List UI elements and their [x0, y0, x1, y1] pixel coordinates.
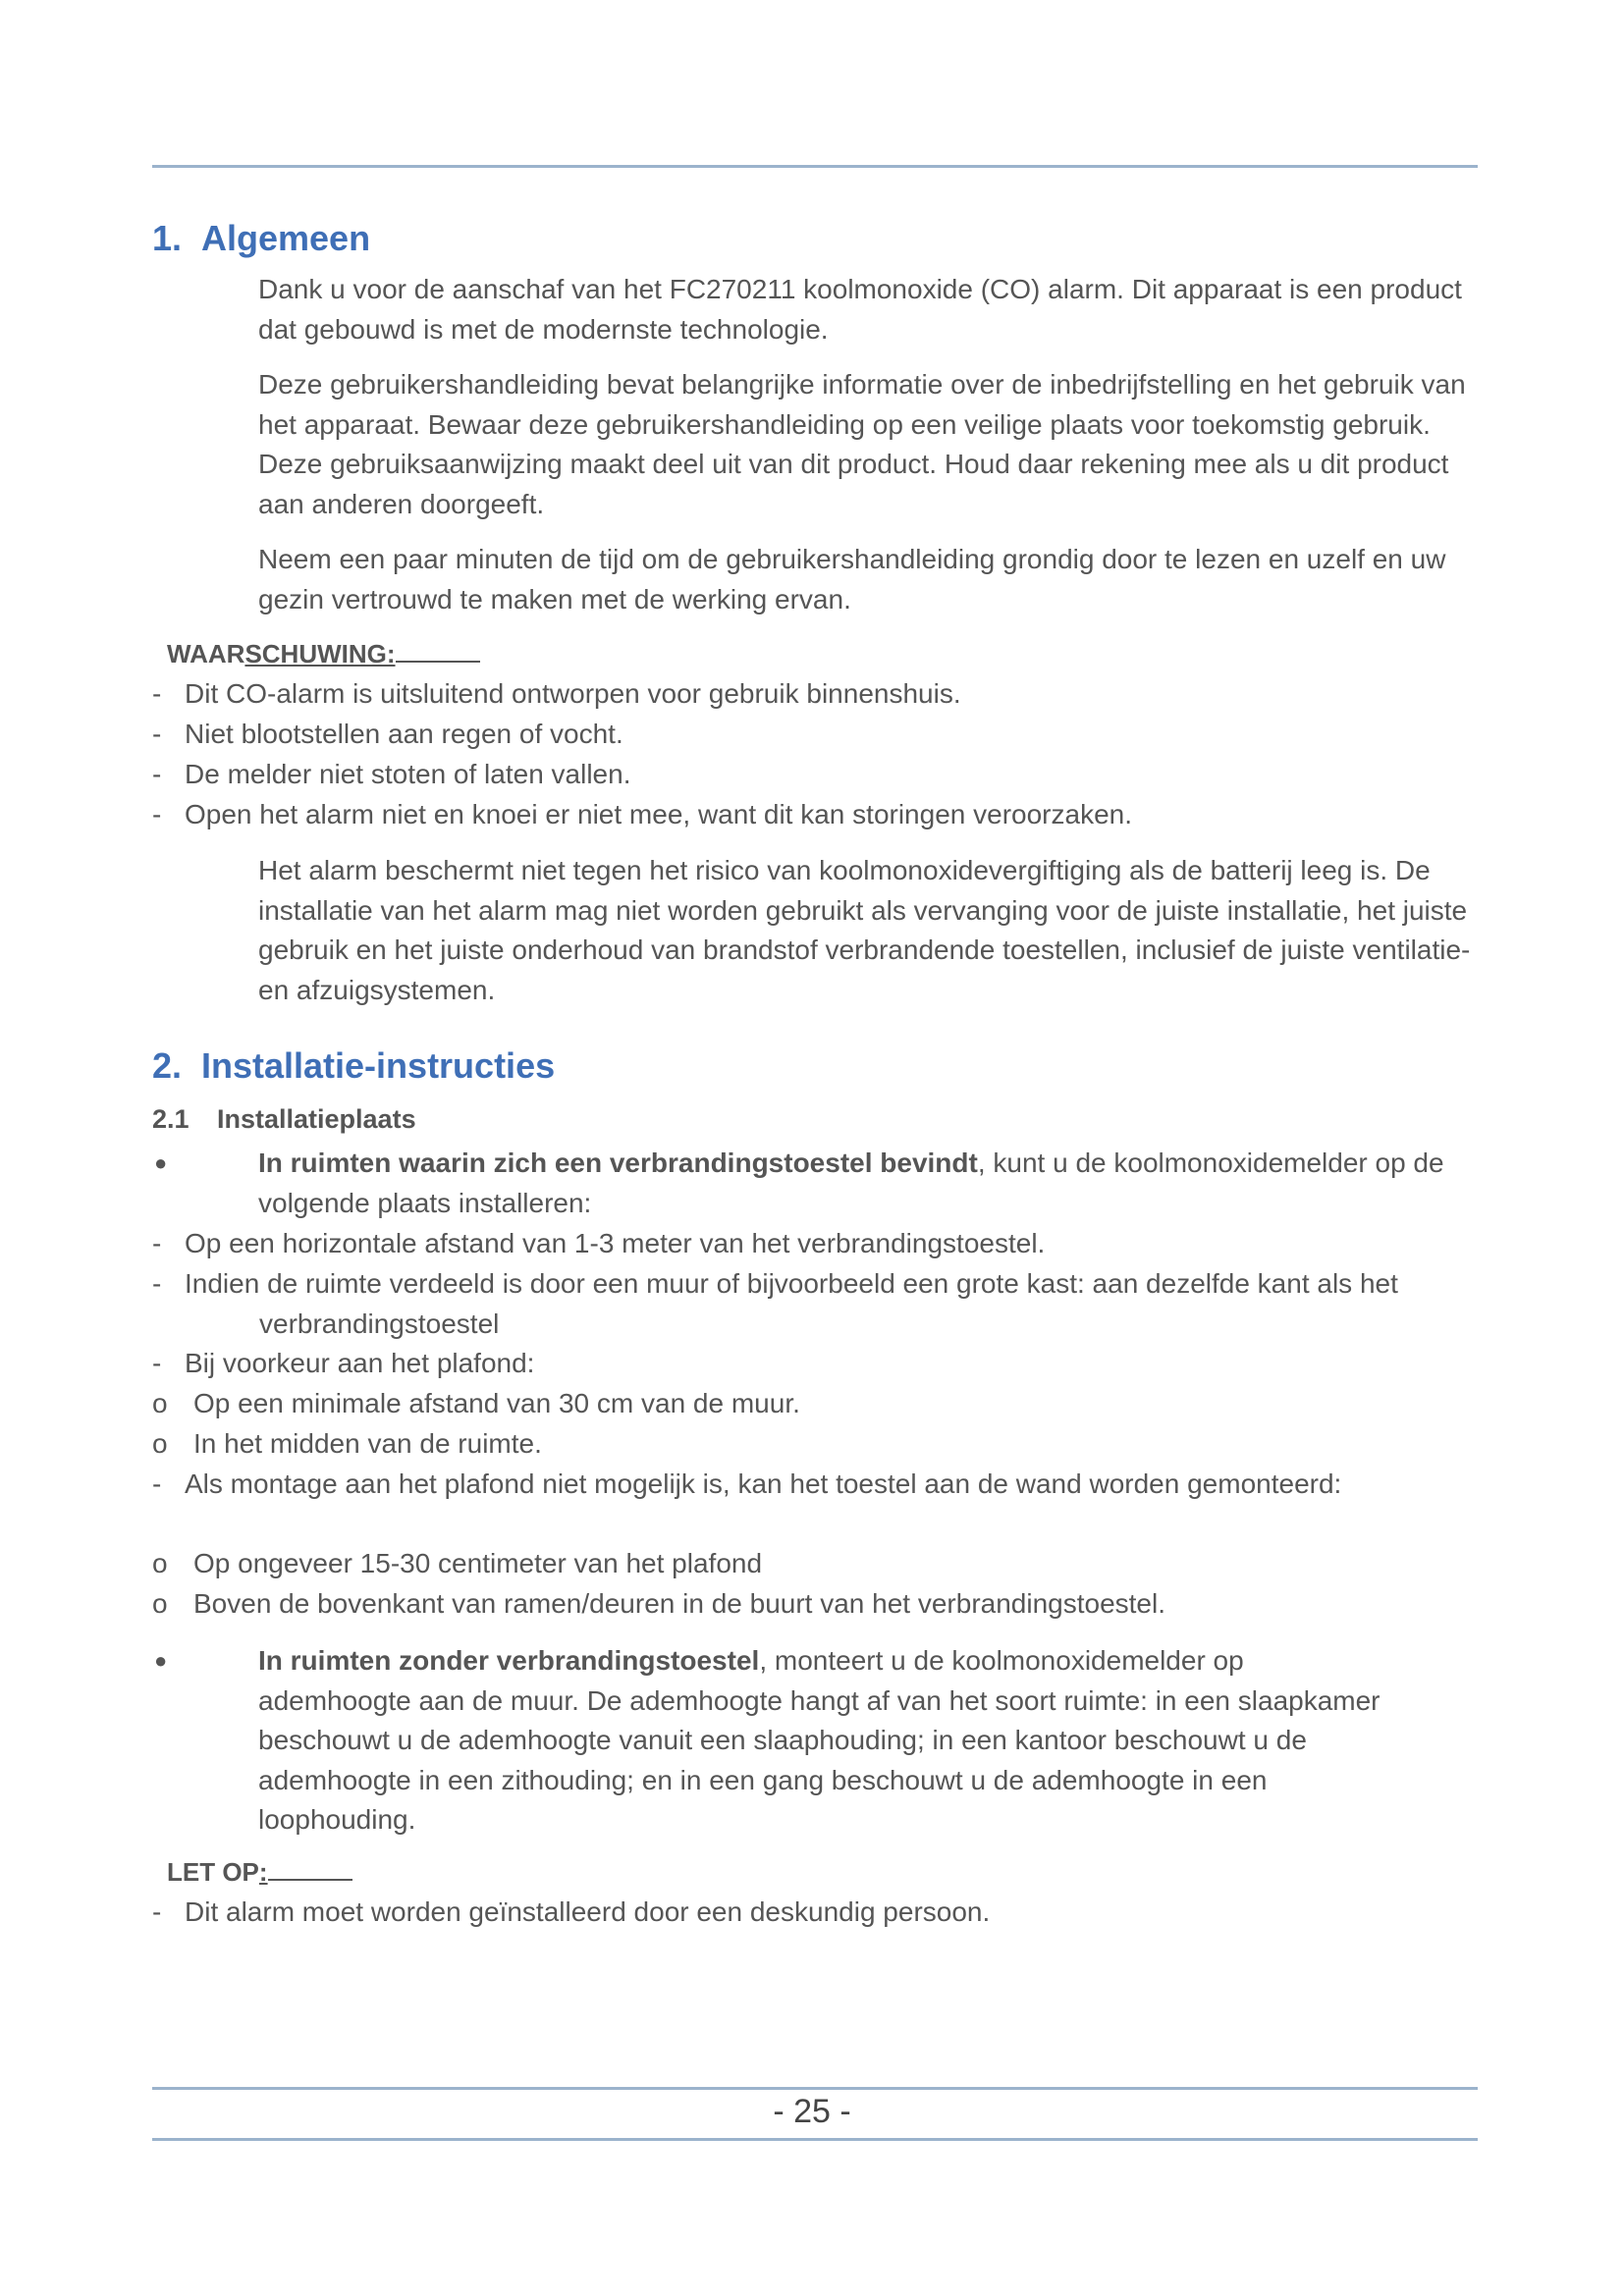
closing-paragraph: Het alarm beschermt niet tegen het risico van koolmonoxidevergiftiging als de batterij leeg is. De installatie van het alarm mag niet worden gebruikt als vervanging voor de juiste installatie, het juiste gebruik en het juiste onderhoud van brandstof verbrandende toestellen, inclusief de juiste ventilatie- en afzuigsystemen. — [258, 855, 1471, 1005]
bullet-without-appliance — [152, 1641, 1488, 1841]
dash-marker: - — [152, 1468, 162, 1499]
dash-item-text: Bij voorkeur aan het plafond: — [185, 1348, 535, 1378]
section-2-number: 2. — [152, 1045, 183, 1086]
dash-marker: - — [152, 1268, 162, 1299]
note-item-text: Dit alarm moet worden geïnstalleerd door een deskundig persoon. — [185, 1896, 991, 1927]
section-1-heading — [152, 218, 370, 259]
note-label — [167, 1857, 352, 1888]
sub-marker: o — [152, 1548, 168, 1578]
sub-item — [152, 1584, 1488, 1625]
dash-item — [152, 1224, 1488, 1264]
warning-item — [152, 755, 1488, 795]
dash-marker: - — [152, 1348, 162, 1378]
warning-label-part-a: WAAR — [167, 639, 245, 668]
dash-item-text: Indien de ruimte verdeeld is door een muur of bijvoorbeeld een grote kast: aan dezelfde kant als het verbrandingstoestel — [185, 1268, 1398, 1339]
sub-item-text: Boven de bovenkant van ramen/deuren in de buurt van het verbrandingstoestel. — [193, 1588, 1165, 1619]
sub-item-text: Op ongeveer 15-30 centimeter van het plafond — [193, 1548, 763, 1578]
bullet-bold-text: In ruimten waarin zich een verbrandingstoestel bevindt — [258, 1148, 978, 1178]
sub-item-text: Op een minimale afstand van 30 cm van de muur. — [193, 1388, 800, 1418]
dash-item — [152, 1264, 1488, 1344]
sub-marker: o — [152, 1388, 168, 1418]
manual-info-paragraph: Deze gebruikershandleiding bevat belangrijke informatie over de inbedrijfstelling en het gebruik van het apparaat. Bewaar deze gebruikershandleiding op een veilige plaats voor toekomstig gebruik. Deze gebruiksaanwijzing maakt deel uit van dit product. Houd daar rekening mee als u dit product aan anderen doorgeeft. — [258, 369, 1466, 519]
dash-item-text: Op een horizontale afstand van 1-3 meter van het verbrandingstoestel. — [185, 1228, 1046, 1258]
dash-item — [152, 1344, 1488, 1384]
bullet-marker: ● — [154, 1150, 168, 1175]
sub-item-text: In het midden van de ruimte. — [193, 1428, 542, 1459]
section-2-heading — [152, 1045, 555, 1087]
footer-rule-top — [152, 2087, 1478, 2090]
sub-item — [152, 1544, 1488, 1584]
sub-marker: o — [152, 1588, 168, 1619]
warning-label-part-b: SCHUWING: — [244, 639, 396, 668]
sub-item — [152, 1424, 1488, 1465]
dash-marker: - — [152, 799, 162, 829]
read-manual-paragraph: Neem een paar minuten de tijd om de gebruikershandleiding grondig door te lezen en uzelf en uw gezin vertrouwd te maken met de werking ervan. — [258, 544, 1446, 614]
warning-item-text: Dit CO-alarm is uitsluitend ontworpen voor gebruik binnenshuis. — [185, 678, 961, 709]
bullet-rest-text: , monteert u de koolmonoxidemelder op ademhoogte aan de muur. De ademhoogte hangt af van het soort ruimte: in een slaapkamer beschouwt u de ademhoogte vanuit een slaaphouding; in een kantoor beschouwt u de ademhoogte in een zithouding; en in een gang beschouwt u de ademhoogte in een loophouding. — [258, 1645, 1380, 1836]
warning-item-text: Niet blootstellen aan regen of vocht. — [185, 719, 623, 749]
sub-marker: o — [152, 1428, 168, 1459]
dash-marker: - — [152, 1896, 162, 1927]
header-rule — [152, 165, 1478, 168]
warning-item — [152, 795, 1488, 835]
warning-item-text: Open het alarm niet en knoei er niet mee, want dit kan storingen veroorzaken. — [185, 799, 1132, 829]
note-underline — [268, 1857, 352, 1881]
warning-item — [152, 674, 1488, 715]
subsection-2-1-heading — [152, 1104, 416, 1135]
dash-marker: - — [152, 759, 162, 789]
page-number: - 25 - — [773, 2093, 851, 2130]
dash-marker: - — [152, 678, 162, 709]
footer-rule-bottom — [152, 2138, 1478, 2141]
sub-item — [152, 1384, 1488, 1424]
warning-underline — [396, 639, 480, 663]
note-item — [152, 1893, 1488, 1933]
section-2-title: Installatie-instructies — [201, 1045, 556, 1086]
bullet-text — [256, 1641, 1382, 1841]
warning-label — [167, 639, 480, 669]
note-label-part-a: LET OP — [167, 1857, 259, 1887]
dash-marker: - — [152, 719, 162, 749]
dash-marker: - — [152, 1228, 162, 1258]
bullet-bold-text: In ruimten zonder verbrandingstoestel — [258, 1645, 760, 1676]
subsection-title: Installatieplaats — [217, 1104, 416, 1134]
intro-paragraph: Dank u voor de aanschaf van het FC270211 koolmonoxide (CO) alarm. Dit apparaat is een product dat gebouwd is met de modernste technologie. — [258, 274, 1462, 345]
bullet-with-appliance — [152, 1144, 1488, 1223]
section-1-title: Algemeen — [201, 218, 371, 258]
bullet-text — [256, 1144, 1488, 1223]
subsection-number: 2.1 — [152, 1104, 189, 1134]
warning-item — [152, 715, 1488, 755]
note-label-part-b: : — [258, 1857, 268, 1887]
bullet-marker: ● — [154, 1648, 168, 1673]
bullet-rest-text: , kunt u de koolmonoxidemelder op de volgende plaats installeren: — [258, 1148, 1444, 1218]
dash-item-text: Als montage aan het plafond niet mogelijk is, kan het toestel aan de wand worden gemonteerd: — [185, 1468, 1342, 1499]
warning-item-text: De melder niet stoten of laten vallen. — [185, 759, 631, 789]
dash-item — [152, 1465, 1488, 1505]
section-1-number: 1. — [152, 218, 183, 258]
